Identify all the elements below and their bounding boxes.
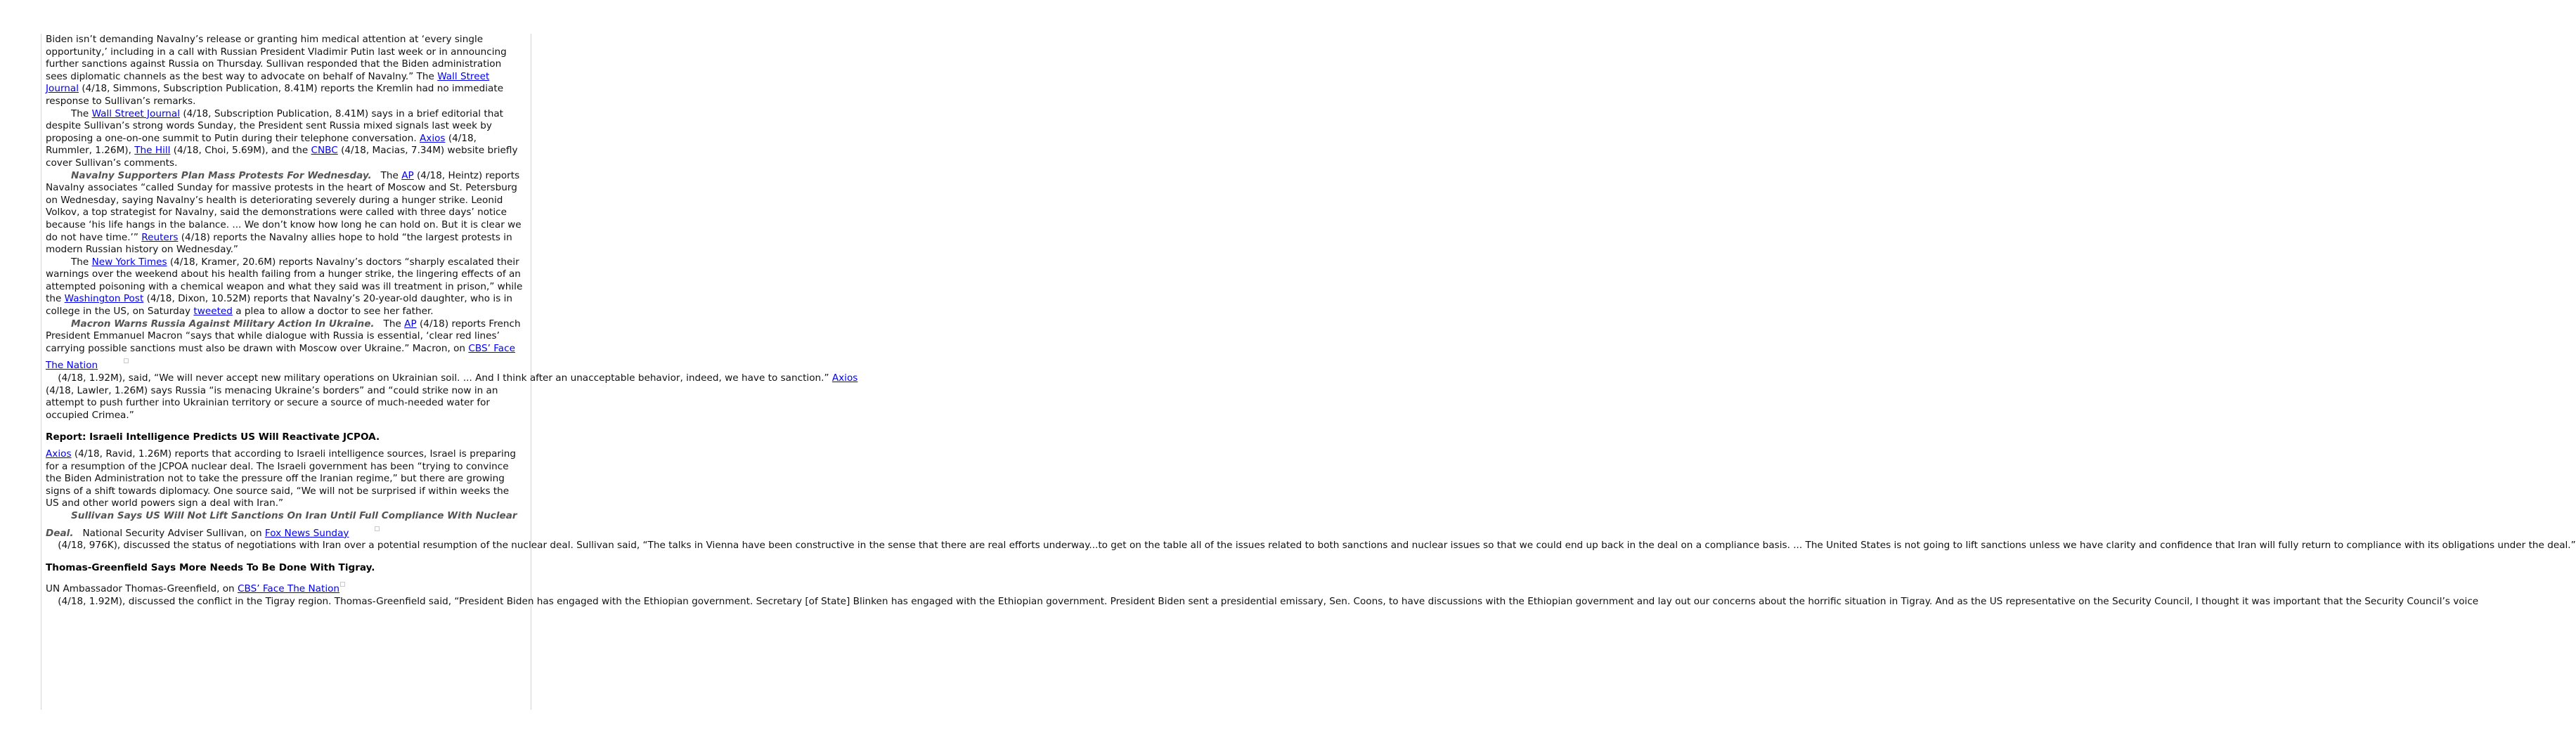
- link-ap[interactable]: AP: [401, 169, 414, 181]
- paragraph-navalny-protests: Navalny Supporters Plan Mass Protests For Wednesday. The AP (4/18, Heintz) reports Navalny associates “called Sunday for massive protests in the heart of Moscow and St. Petersburg on Wednesday, saying Navalny’s health is deteriorating severely during a hunger strike. Leonid Volkov, a top strategist for Navalny, said the demonstrations were called with three days’ notice because ‘his life hangs in the balance. ... We don’t know how long he can hold on. But it is clear we do not have time.’” Reuters (4/18) reports the Navalny allies hope to hold “the largest protests in modern Russian history on Wednesday.”: [46, 169, 522, 256]
- video-icon[interactable]: [98, 355, 103, 360]
- subheading-macron-ukraine: Macron Warns Russia Against Military Action In Ukraine.: [71, 318, 375, 330]
- link-cnbc[interactable]: CNBC: [311, 145, 338, 157]
- paragraph-macron-ukraine: Macron Warns Russia Against Military Action In Ukraine. The AP (4/18) reports French President Emmanuel Macron “says that while dialogue with Russia is essential, ‘clear red lines’ carrying possible sanctions must also be drawn with Moscow over Ukraine.” Macron, on CBS’ Face The Nation (4/18, 1.92M), said, “We will never accept new military operations on Ukrainian soil. ... And I think after an unacceptable behavior, indeed, we have to sanction.” Axios (4/18, Lawler, 1.26M) says Russia “is menacing Ukraine’s borders” and “could strike now in an attempt to push further into Ukrainian territory or secure a source of much-needed water for occupied Crimea.”: [46, 318, 858, 421]
- video-icon[interactable]: [349, 523, 354, 528]
- link-wall-street-journal[interactable]: Wall Street Journal: [46, 70, 490, 95]
- paragraph-navalny-doctors: The New York Times (4/18, Kramer, 20.6M) reports Navalny’s doctors “sharply escalated their warnings over the weekend about his health failing from a hunger strike, the lingering effects of an attempted poisoning with a chemical weapon and what they said was ill treatment in prison,” while the Washington Post (4/18, Dixon, 10.52M) reports that Navalny’s 20-year-old daughter, who is in college in the US, on Saturday tweeted a plea to allow a doctor to see her father.: [46, 256, 523, 318]
- link-washington-post[interactable]: Washington Post: [64, 293, 144, 305]
- link-the-hill[interactable]: The Hill: [134, 145, 171, 157]
- paragraph-tigray: UN Ambassador Thomas-Greenfield, on CBS’ Face The Nation (4/18, 1.92M), discussed the conflict in the Tigray region. Thomas-Greenfield said, “President Biden has engaged with the Ethiopian government. Secretary [of State] Blinken has engaged with the Ethiopian government. President Biden sent a presidential emissary, Sen. Coons, to have discussions with the Ethiopian government and lay out our concerns about the horrific situation in Tigray. And as the US representative on the Security Council, I thought it was important that the Security Council’s voice: [46, 578, 525, 608]
- paragraph-sullivan-iran: Sullivan Says US Will Not Lift Sanctions On Iran Until Full Compliance With Nuclear Deal. National Security Adviser Sullivan, on Fox News Sunday (4/18, 976K), discussed the status of negotiations with Iran over a potential resumption of the nuclear deal. Sullivan said, “The talks in Vienna have been constructive in the sense that there are real efforts underway...to get on the table all of the issues related to both sanctions and nuclear issues so that we could end up back in the deal on a compliance basis. ... The United States is not going to lift sanctions unless we have clarity and confidence that Iran will fully return to compliance with its obligations under the deal.”: [46, 509, 2576, 552]
- section-heading-tigray: Thomas-Greenfield Says More Needs To Be Done With Tigray.: [46, 561, 375, 573]
- link-ap[interactable]: AP: [404, 318, 417, 330]
- link-wall-street-journal[interactable]: Wall Street Journal: [91, 108, 181, 119]
- subheading-navalny-protests: Navalny Supporters Plan Mass Protests For Wednesday.: [71, 169, 372, 181]
- link-axios[interactable]: Axios: [46, 448, 72, 460]
- paragraph-wsj-editorial: The Wall Street Journal (4/18, Subscription Publication, 8.41M) says in a brief editorial that despite Sullivan’s strong words Sunday, the President sent Russia mixed signals last week by proposing a one-on-one summit to Putin during their telephone conversation. Axios (4/18, Rummler, 1.26M), The Hill (4/18, Choi, 5.69M), and the CNBC (4/18, Macias, 7.34M) website briefly cover Sullivan’s comments.: [46, 108, 518, 169]
- link-axios[interactable]: Axios: [419, 132, 446, 144]
- link-new-york-times[interactable]: New York Times: [91, 256, 167, 268]
- paragraph-jcpoa-axios: Axios (4/18, Ravid, 1.26M) reports that according to Israeli intelligence sources, Israel is preparing for a resumption of the JCPOA nuclear deal. The Israeli government has been “trying to convince the Biden Administration not to take the pressure off the Iranian regime,” but there are growing signs of a shift towards diplomacy. One source said, “We will not be surprised if within weeks the US and other world powers sign a deal with Iran.”: [46, 448, 517, 509]
- link-axios[interactable]: Axios: [831, 372, 858, 384]
- document-page: [41, 34, 2576, 710]
- subheading-sullivan-iran: Sullivan Says US Will Not Lift Sanctions On Iran Until Full Compliance With Nuclear Deal.: [46, 509, 517, 539]
- link-reuters[interactable]: Reuters: [141, 231, 179, 243]
- section-heading-jcpoa: Report: Israeli Intelligence Predicts US Will Reactivate JCPOA.: [46, 431, 380, 443]
- link-fox-news-sunday[interactable]: Fox News Sunday: [264, 527, 349, 539]
- link-tweeted[interactable]: tweeted: [193, 306, 233, 318]
- video-icon[interactable]: [340, 578, 345, 583]
- link-cbs-face-the-nation[interactable]: CBS’ Face The Nation: [237, 583, 340, 595]
- link-cbs-face-the-nation[interactable]: CBS’ Face The Nation: [46, 342, 515, 372]
- paragraph-navalny-sullivan: Biden isn’t demanding Navalny’s release or granting him medical attention at ‘every single opportunity,’ including in a call with Russian President Vladimir Putin last week or in announcing further sanctions against Russia on Thursday. Sullivan responded that the Biden administration sees diplomatic channels as the best way to advocate on behalf of Navalny.” The Wall Street Journal (4/18, Simmons, Subscription Publication, 8.41M) reports the Kremlin had no immediate response to Sullivan’s remarks.: [46, 34, 507, 107]
